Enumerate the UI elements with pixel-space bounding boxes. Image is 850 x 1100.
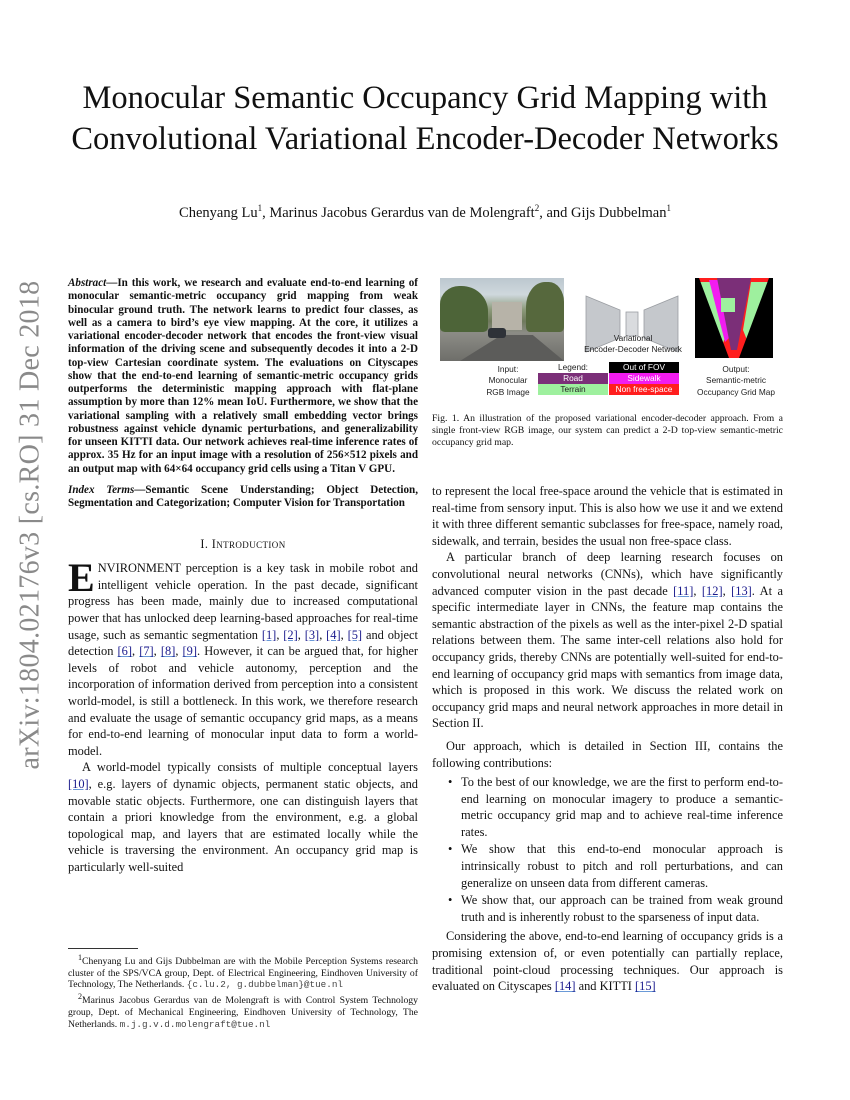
citation-link[interactable]: [4]	[326, 627, 341, 642]
citation-link[interactable]: [2]	[283, 627, 298, 642]
abstract	[68, 277, 418, 476]
body-text: and KITTI	[575, 979, 636, 994]
author-name: Marinus Jacobus Gerardus van de Molengraft	[269, 204, 535, 221]
encoder-decoder-label: Variational Encoder-Decoder Network	[584, 333, 682, 355]
contribution-text: We show that this end-to-end monocular approach is intrinsically robust to pitch and roll perturbations, and can generalize on unseen data from different cameras.	[461, 842, 783, 890]
photo-road	[460, 335, 564, 361]
legend-title: Legend:	[558, 362, 588, 372]
footnote-email[interactable]: m.j.g.v.d.molengraft@tue.nl	[119, 1018, 271, 1030]
body-text: A particular branch of deep learning research focuses on convolutional neural networks (CNNs), which have significantly advanced computer vision in the past decade	[432, 550, 783, 598]
citation-link[interactable]: [5]	[347, 627, 363, 642]
figure-1-caption: Fig. 1. An illustration of the proposed variational encoder-decoder approach. From a single front-view RGB image, our system can predict a 2-D top-view semantic-metric occupancy grid map.	[432, 413, 783, 448]
contribution-item	[432, 892, 783, 925]
photo-car	[488, 328, 506, 338]
abstract-label: Abstract	[68, 277, 107, 289]
citation-link[interactable]: [6]	[117, 644, 132, 659]
intro-text: NVIRONMENT perception is a key task in mobile robot and intelligent vehicle operation. In the past decade, significant progress has been made, mainly due to increased computational power that has unlocked deep learning-based approaches for real-time usage, such as semantic segmentation	[68, 561, 418, 642]
right-column	[432, 483, 783, 995]
intro-paragraph-1: ENVIRONMENT perception is a key task in mobile robot and intelligent vehicle operation. In the past decade, significant progress has been made, mainly due to increased computational power that has unlocked deep learning-based approaches for real-time usage, such as semantic segmentation [1], [2], [3], [4], [5] and object detection [6], [7], [8], [9]. However, it can be argued that, for higher levels of robot and vehicle autonomy, perception and the incorporation of information derived from perception into a consistent world-model, is still a bottleneck. In this work, we therefore research and evaluate the usage of semantic occupancy grid maps, as a means for end-to-end learning of monocular input data to form a world-model.	[68, 555, 419, 758]
footnote-1	[68, 952, 418, 990]
legend-item-terrain: Terrain	[538, 384, 608, 395]
legend-item-non-free-space: Non free-space	[609, 384, 679, 395]
citation-link[interactable]: [13]	[731, 583, 752, 598]
body-text: Considering the above, end-to-end learning of occupancy grids is a promising extension of, or even potentially can partially replace, traditional point-cloud processing techniques. Our approach is evaluated on Cityscapes	[432, 929, 783, 994]
footnotes	[68, 948, 418, 1031]
abstract-text: —In this work, we research and evaluate end-to-end learning of monocular semantic-metric occupancy grid mapping from weak binocular ground truth. The network learns to predict four classes, as well as a camera to bird’s eye view mapping. At the core, it utilizes a variational encoder-decoder network that encodes the front-view visual information of the driving scene and subsequently decodes it into a 2-D top-view Cartesian coordinate system. The evaluations on Cityscapes show that the end-to-end learning of semantic-metric occupancy grids outperforms the deterministic mapping approach with flat-plane assumption by more than 12% mean IoU. Furthermore, we show that the variational sampling with a relatively small embedding vector brings robustness against vehicle dynamic perturbations, and generalizability for unseen KITTI data. Our network achieves real-time inference rates of approx. 35 Hz for an input image with a resolution of 256×512 pixels and an output map with 64×64 occupancy grid cells using a Titan V GPU.	[68, 277, 418, 475]
output-label: Output: Semantic-metric Occupancy Grid Map	[697, 364, 775, 397]
arxiv-id-text: arXiv:1804.02176v3 [cs.RO] 31 Dec 2018	[14, 280, 46, 770]
author-affiliation-mark: 1	[666, 203, 671, 213]
arxiv-identifier	[10, 280, 50, 770]
footnote-rule	[68, 948, 138, 949]
citation-link[interactable]: [12]	[701, 583, 723, 598]
index-terms-label: Index Terms	[68, 483, 135, 496]
paper-title: Monocular Semantic Occupancy Grid Mapping with Convolutional Variational Encoder-Decoder Networks	[71, 80, 779, 157]
output-occupancy-grid-map	[695, 278, 773, 358]
author-affiliation-mark: 1	[257, 203, 263, 213]
citation-link[interactable]: [9]	[182, 644, 197, 659]
contribution-list	[432, 774, 783, 925]
input-label: Input: Monocular RGB Image	[486, 364, 530, 397]
footnote-email[interactable]: {c.lu.2, g.dubbelman}@tue.nl	[186, 979, 343, 991]
index-terms-text: —Semantic Scene Understanding; Object Detection, Segmentation and Categorization; Computer Vision for Transportation	[68, 483, 418, 509]
contribution-item	[432, 774, 783, 840]
contribution-item	[432, 841, 783, 891]
figure-1	[432, 278, 783, 413]
citation-link[interactable]: [3]	[304, 627, 320, 642]
index-terms	[68, 484, 418, 511]
section-heading-introduction: I. Introduction	[200, 537, 286, 552]
map-terrain-patch	[721, 298, 735, 312]
author-separator: ,	[262, 204, 270, 221]
photo-tree	[440, 286, 488, 332]
author-name: Chenyang Lu	[179, 204, 258, 221]
right-paragraph-4	[432, 928, 783, 994]
bullet-icon: •	[448, 842, 453, 857]
bullet-icon: •	[448, 775, 453, 790]
intro-paragraph-2	[68, 759, 418, 875]
occupancy-grid-graphic	[695, 278, 773, 358]
intro-text: , e.g. layers of dynamic objects, permanent static objects, and movable static objects. Furthermore, one can distinguish layers that contain a priori knowledge from the environment, e.g. a global topological map, and layers that are estimated locally while the vehicle is traversing the environment. An occupancy grid map is particularly well-suited	[68, 776, 418, 874]
author-separator: , and	[539, 204, 571, 221]
footnote-mark: 1	[78, 953, 83, 962]
legend-item-sidewalk: Sidewalk	[609, 373, 679, 384]
footnote-2	[68, 991, 418, 1029]
contribution-text: To the best of our knowledge, we are the first to perform end-to-end learning on monocular imagery to produce a semantic-metric occupancy grid map and to achieve real-time inference rates.	[461, 775, 783, 839]
body-text: . At a specific intermediate layer in CNNs, the feature map contains the semantic abstraction of the pixels as well as the inter-pixel 2-D spatial relations between them. The same inter-cell relations also hold for occupancy grids, thereby CNNs are potentially well-suited for end-to-end learning of occupancy grid maps with semantics from image data, which is proposed in this work. We discuss the related work on occupancy grid maps and neural network approaches in more detail in Section II.	[432, 583, 784, 731]
footnote-mark: 2	[78, 992, 83, 1002]
author-name: Gijs Dubbelman	[571, 204, 667, 221]
intro-text: A world-model typically consists of multiple conceptual layers	[82, 760, 418, 775]
citation-link[interactable]: [15]	[635, 979, 656, 994]
right-paragraph-1: to represent the local free-space around the vehicle that is estimated in real-time from sensory input. This is also how we use it and we extend it with three different semantic subclasses for free-space, namely road, sidewalk, and terrain, besides the usual non free-space class.	[432, 484, 783, 548]
legend-item-out-of-fov: Out of FOV	[609, 362, 679, 373]
photo-building	[492, 302, 522, 330]
photo-tree	[526, 282, 564, 332]
author-line	[40, 203, 810, 222]
legend-item-road: Road	[538, 373, 608, 384]
contribution-text: We show that, our approach can be trained from weak ground truth and is inherently robust to the sparseness of input data.	[461, 893, 783, 924]
intro-text: and object detection	[68, 627, 418, 659]
citation-link[interactable]: [1]	[261, 627, 277, 642]
footnote-text: Chenyang Lu and Gijs Dubbelman are with the Mobile Perception Systems research cluster of the SPS/VCA group, Dept. of Electrical Engineering, Eindhoven University of Technology, The Netherlands.	[68, 956, 418, 991]
left-column	[68, 277, 418, 876]
intro-text: . However, it can be argued that, for higher levels of robot and vehicle autonomy, perception and the incorporation of information derived from perception into a consistent world-model, is still a bottleneck. In this work, we therefore research and evaluate the usage of semantic occupancy grid maps, as a means for end-to-end learning of monocular input data to form a world-model.	[68, 644, 419, 758]
input-rgb-photo	[440, 278, 564, 361]
drop-cap: E	[68, 555, 95, 601]
citation-link[interactable]: [8]	[160, 644, 176, 659]
right-paragraph-3: Our approach, which is detailed in Section III, contains the following contributions:	[432, 738, 783, 770]
citation-link[interactable]: [10]	[68, 776, 89, 791]
citation-link[interactable]: [11]	[673, 583, 694, 598]
bullet-icon: •	[448, 893, 453, 908]
footnote-text: Marinus Jacobus Gerardus van de Molengraft is with Control System Technology group, Dept. of Mechanical Engineering, Eindhoven University of Technology, The Netherlands.	[68, 995, 418, 1030]
author-affiliation-mark: 2	[534, 203, 540, 213]
citation-link[interactable]: [14]	[554, 979, 576, 994]
right-paragraph-2: A particular branch of deep learning research focuses on convolutional neural networks (CNNs), which have significantly advanced computer vision in the past decade [11], [12], [13]. At a specific intermediate layer in CNNs, the feature map contains the semantic abstraction of the pixels as well as the inter-pixel 2-D spatial relations between them. The same inter-cell relations also hold for occupancy grids, thereby CNNs are potentially well-suited for end-to-end learning of occupancy grid maps with semantics from image data, which is proposed in this work. We discuss the related work on occupancy grid maps and neural network approaches in more detail in Section II.	[432, 550, 784, 731]
citation-link[interactable]: [7]	[139, 644, 154, 659]
